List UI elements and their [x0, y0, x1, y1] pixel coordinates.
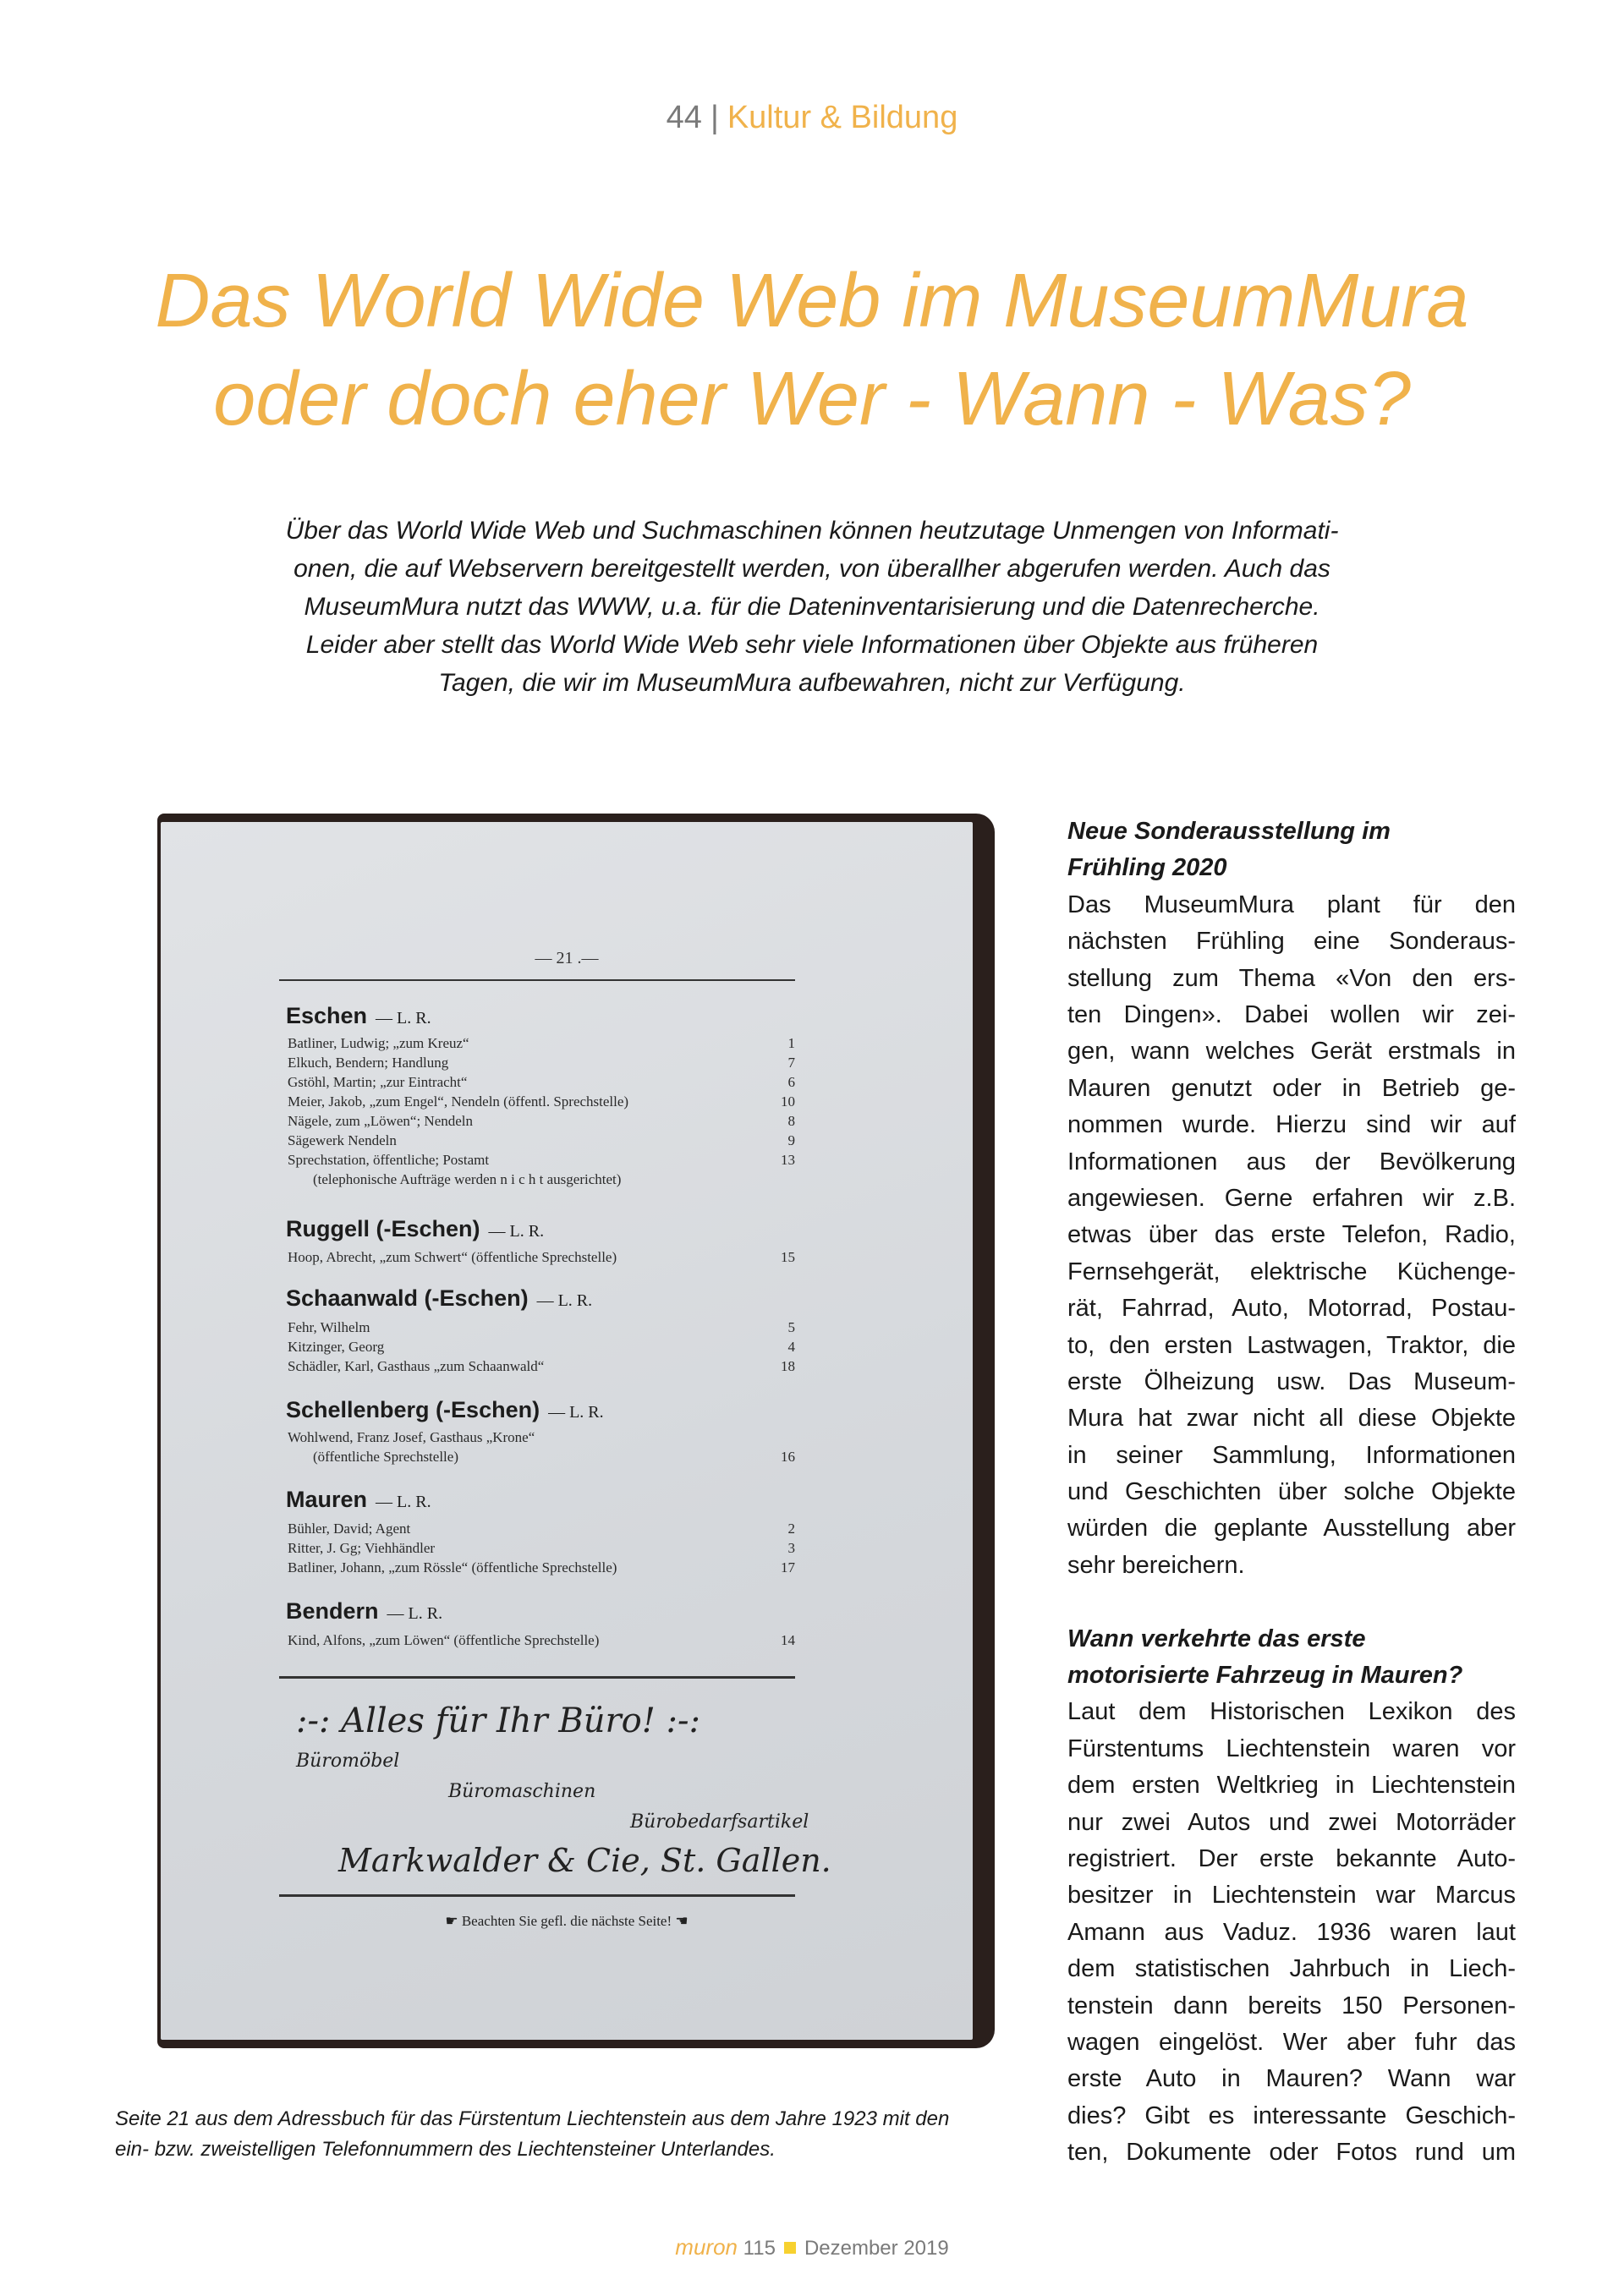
paragraph-line: nur zwei Autos und zwei Motorräder — [1067, 1808, 1516, 1836]
issue-number: 115 — [743, 2237, 776, 2260]
directory-entry: Batliner, Johann, „zum Rössle“ (öffentliche Sprechstelle) 17 — [288, 1559, 795, 1575]
ad-headline: :-: Alles für Ihr Büro! :-: — [296, 1701, 700, 1740]
directory-entry: Bühler, David; Agent 2 — [288, 1521, 795, 1537]
ad-item: Büromöbel — [296, 1751, 400, 1772]
directory-entry: Hoop, Abrecht, „zum Schwert“ (öffentliche Sprechstelle) 15 — [288, 1249, 795, 1265]
directory-entry: Kind, Alfons, „zum Löwen“ (öffentliche Sprechstelle) 14 — [288, 1632, 795, 1648]
paragraph-line: dem ersten Weltkrieg in Liechtenstein — [1067, 1772, 1516, 1800]
directory-entry: Ritter, J. Gg; Viehhändler 3 — [288, 1540, 795, 1556]
paragraph-2 — [1067, 1694, 1516, 2171]
directory-entry: Fehr, Wilhelm 5 — [288, 1319, 795, 1335]
pointing-hand-icon: ☛ — [445, 1913, 458, 1929]
title-line-2: oder doch eher Wer - Wann - Was? — [213, 357, 1411, 441]
intro-line: Leider aber stellt das World Wide Web sehr viele Informationen über Objekte aus früheren — [305, 631, 1319, 659]
caption-line: ein- bzw. zweistelligen Telefonnummern des Liechtensteiner Unterlandes. — [115, 2138, 776, 2161]
issue-date: Dezember 2019 — [804, 2237, 949, 2260]
paragraph-line: wagen eingelöst. Wer aber fuhr das — [1067, 2028, 1516, 2056]
subheading: motorisierte Fahrzeug in Mauren? — [1067, 1662, 1463, 1690]
directory-entry: Schädler, Karl, Gasthaus „zum Schaanwald“ 18 — [288, 1358, 795, 1374]
directory-entry: Gstöhl, Martin; „zur Eintracht“ 6 — [288, 1074, 795, 1090]
paragraph-line: Mauren genutzt oder in Betrieb ge- — [1067, 1074, 1516, 1102]
article-title — [68, 252, 1556, 448]
town-heading: Bendern — L. R. — [286, 1598, 443, 1624]
page-header — [0, 100, 1624, 136]
paragraph-line: Mura hat zwar nicht all diese Objekte — [1067, 1405, 1516, 1433]
intro-line: Tagen, die wir im MuseumMura aufbewahren, nicht zur Verfügung. — [438, 669, 1186, 697]
ad-company: Markwalder & Cie, St. Gallen. — [338, 1842, 831, 1879]
title-line-1: Das World Wide Web im MuseumMura — [155, 259, 1469, 343]
paragraph-line: tenstein dann bereits 150 Personen- — [1067, 1992, 1516, 2019]
directory-footnote: ☛ Beachten Sie gefl. die nächste Seite! ☚ — [445, 1913, 689, 1929]
paragraph-line: nächsten Frühling eine Sonderaus- — [1067, 928, 1516, 956]
pointing-hand-icon: ☚ — [675, 1913, 689, 1929]
town-heading: Mauren — L. R. — [286, 1487, 431, 1512]
paragraph-line: ten Dingen». Dabei wollen wir zei- — [1067, 1000, 1516, 1028]
paragraph-line: nommen wurde. Hierzu sind wir auf — [1067, 1111, 1516, 1139]
ad-item: Büromaschinen — [448, 1781, 596, 1802]
directory-page-number: — 21 .— — [535, 949, 599, 967]
paragraph-line: ten, Dokumente oder Fotos rund um — [1067, 2139, 1516, 2167]
paragraph-line: Fürstentums Liechtenstein waren vor — [1067, 1734, 1516, 1762]
paragraph-line: Amann aus Vaduz. 1936 waren laut — [1067, 1918, 1516, 1946]
paragraph-line: erste Auto in Mauren? Wann war — [1067, 2065, 1516, 2093]
page-number: 44 — [666, 100, 702, 135]
paragraph-line: erste Ölheizung usw. Das Museum- — [1067, 1367, 1516, 1395]
ad-bottom-rule — [279, 1894, 795, 1897]
directory-paper — [161, 822, 973, 2040]
ad-top-rule — [279, 1676, 795, 1679]
town-heading: Schaanwald (-Eschen) — L. R. — [286, 1285, 593, 1311]
town-heading: Ruggell (-Eschen) — L. R. — [286, 1216, 545, 1241]
intro-line: MuseumMura nutzt das WWW, u.a. für die Dateninventarisierung und die Datenrecherche. — [304, 593, 1320, 621]
subheading: Neue Sonderausstellung im — [1067, 818, 1391, 845]
paragraph-line: würden die geplante Ausstellung aber — [1067, 1515, 1516, 1543]
directory-entry: Kitzinger, Georg 4 — [288, 1339, 795, 1355]
paragraph-line: to, den ersten Lastwagen, Traktor, die — [1067, 1331, 1516, 1359]
section-name: Kultur & Bildung — [727, 100, 958, 135]
paragraph-line: Fernsehgerät, elektrische Küchenge- — [1067, 1258, 1516, 1285]
subheading: Frühling 2020 — [1067, 854, 1227, 882]
article-column — [1067, 814, 1516, 2172]
town-heading: Eschen — L. R. — [286, 1003, 431, 1028]
square-icon — [784, 2242, 796, 2254]
ad-item: Bürobedarfsartikel — [630, 1811, 809, 1833]
directory-entry: Wohlwend, Franz Josef, Gasthaus „Krone“ — [288, 1429, 535, 1445]
paragraph-line: Informationen aus der Bevölkerung — [1067, 1148, 1516, 1175]
article-intro — [169, 512, 1455, 702]
paragraph-line: Laut dem Historischen Lexikon des — [1067, 1698, 1516, 1726]
page-footer — [0, 2234, 1624, 2260]
paragraph-line: angewiesen. Gerne erfahren wir z.B. — [1067, 1184, 1516, 1212]
directory-entry: (öffentliche Sprechstelle) 16 — [313, 1449, 795, 1465]
directory-entry: Meier, Jakob, „zum Engel“, Nendeln (öffentl. Sprechstelle) 10 — [288, 1093, 795, 1110]
top-rule — [279, 979, 795, 981]
subheading: Wann verkehrte das erste — [1067, 1625, 1366, 1652]
paragraph-line: etwas über das erste Telefon, Radio, — [1067, 1221, 1516, 1249]
directory-entry: (telephonische Aufträge werden n i c h t ausgerichtet) — [313, 1171, 622, 1187]
paragraph-line: und Geschichten über solche Objekte — [1067, 1478, 1516, 1506]
paragraph-line: gen, wann welches Gerät erstmals in — [1067, 1038, 1516, 1066]
paragraph-line: in seiner Sammlung, Informationen — [1067, 1441, 1516, 1469]
directory-entry: Elkuch, Bendern; Handlung 7 — [288, 1055, 795, 1071]
paragraph-line: sehr bereichern. — [1067, 1551, 1245, 1579]
magazine-brand: muron — [675, 2234, 738, 2260]
paragraph-1 — [1067, 887, 1516, 1584]
photo-caption — [115, 2104, 1012, 2165]
directory-entry: Sägewerk Nendeln 9 — [288, 1132, 795, 1148]
directory-entry: Batliner, Ludwig; „zum Kreuz“ 1 — [288, 1035, 795, 1051]
intro-line: Über das World Wide Web und Suchmaschinen können heutzutage Unmengen von Informati- — [285, 517, 1339, 545]
paragraph-line: stellung zum Thema «Von den ers- — [1067, 964, 1516, 992]
paragraph-line: rät, Fahrrad, Auto, Motorrad, Postau- — [1067, 1295, 1516, 1323]
header-separator: | — [710, 100, 719, 135]
intro-line: onen, die auf Webservern bereitgestellt werden, von überallher abgerufen werden. Auch das — [294, 555, 1330, 583]
paragraph-line: dem statistischen Jahrbuch in Liech- — [1067, 1955, 1516, 1983]
directory-entry: Sprechstation, öffentliche; Postamt 13 — [288, 1152, 795, 1168]
paragraph-gap — [1067, 1584, 1516, 1620]
paragraph-line: dies? Gibt es interessante Geschich- — [1067, 2101, 1516, 2129]
paragraph-line: Das MuseumMura plant für den — [1067, 890, 1516, 918]
town-heading: Schellenberg (-Eschen) — L. R. — [286, 1397, 604, 1422]
directory-entry: Nägele, zum „Löwen“; Nendeln 8 — [288, 1113, 795, 1129]
directory-page-photo — [157, 814, 995, 2048]
paragraph-line: registriert. Der erste bekannte Auto- — [1067, 1845, 1516, 1872]
paragraph-line: besitzer in Liechtenstein war Marcus — [1067, 1882, 1516, 1910]
caption-line: Seite 21 aus dem Adressbuch für das Fürstentum Liechtenstein aus dem Jahre 1923 mit den — [115, 2107, 950, 2130]
